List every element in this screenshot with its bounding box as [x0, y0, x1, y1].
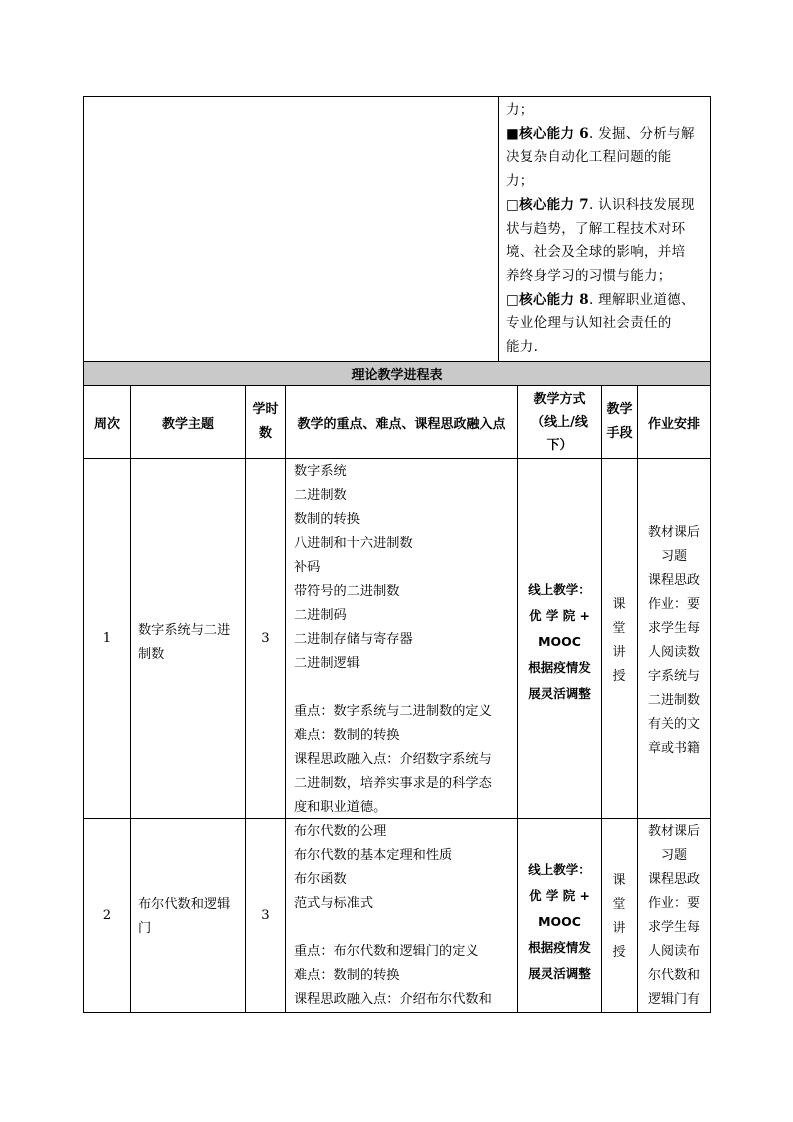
row-2-topic: 布尔代数和逻辑 门	[138, 897, 231, 936]
ability-block	[506, 99, 706, 360]
row-2-homework: 教材课后 习题 课程思政 作业：要 求学生每 人阅读布 尔代数和 逻辑门有	[647, 824, 700, 1007]
ability-line: □核心能力 8. 理解职业道德、	[506, 291, 695, 308]
row-1-teaching-means: 课 堂 讲 授	[612, 597, 626, 684]
header-topic: 教学主题	[161, 416, 214, 432]
row-2-hours: 3	[261, 907, 270, 923]
header-teaching-mode: 教学方式 （线上/线 下）	[531, 391, 588, 453]
header-row-bottom	[83, 458, 711, 459]
table-border-top	[83, 96, 711, 97]
ability-line: ■核心能力 6. 发掘、分析与解	[506, 125, 695, 142]
row-1-week: 1	[102, 630, 112, 646]
row-2-teaching-mode: 线上教学： 优 学 院 + MOOC 根据疫情发 展灵活调整	[528, 862, 591, 981]
checkbox-empty-icon: □	[506, 291, 520, 308]
header-key-points: 教学的重点、难点、课程思政融入点	[297, 416, 506, 432]
top-block-divider	[498, 96, 499, 361]
row-2-content: 布尔代数的公理 布尔代数的基本定理和性质 布尔函数 范式与标准式 重点：布尔代数和逻辑门的定义 难点：数制的转换 课程思政融入点：介绍布尔代数和	[294, 824, 492, 1007]
col-line-1	[130, 385, 131, 1013]
col-line-3	[285, 385, 286, 1013]
ability-line: 能力.	[506, 339, 539, 356]
header-teaching-means: 教学 手段	[606, 402, 633, 441]
row-2-teaching-means: 课 堂 讲 授	[612, 873, 626, 960]
checkbox-checked-icon: ■	[506, 125, 520, 142]
header-week: 周次	[93, 416, 120, 432]
ability-line: 专业伦理与认知社会责任的	[506, 315, 672, 332]
table-border-right	[710, 96, 711, 1013]
header-hours: 学时 数	[252, 402, 279, 441]
ability-line: 境、社会及全球的影响，并培	[506, 244, 686, 261]
row-1-hours: 3	[261, 630, 270, 646]
ability-line: 状与趋势，了解工程技术对环	[506, 220, 686, 237]
table-title: 理论教学进程表	[351, 368, 443, 383]
checkbox-empty-icon: □	[506, 196, 520, 213]
row-1-homework: 教材课后 习题 课程思政 作业：要 求学生每 人阅读数 字系统与 二进制数 有关的文 章或书籍	[647, 525, 700, 756]
row-2-week: 2	[102, 907, 112, 923]
ability-line: 决复杂自动化工程问题的能	[506, 149, 672, 166]
table-border-bottom	[83, 1012, 711, 1013]
ability-line: 养终身学习的习惯与能力；	[506, 267, 672, 284]
ability-line: 力；	[506, 102, 534, 118]
row-1-content: 数字系统 二进制数 数制的转换 八进制和十六进制数 补码 带符号的二进制数 二进制码 二进制存储与寄存器 二进制逻辑 重点：数字系统与二进制数的定义 难点：数制的转换 课程思政融入点：介绍数字系统与 二进制数，培养实事求是的科学态 度和职业道德。	[294, 464, 492, 815]
table-title-band	[84, 362, 710, 385]
row-1-topic: 数字系统与二进 制数	[138, 623, 231, 662]
ability-line: 力；	[506, 173, 534, 190]
row-1-teaching-mode: 线上教学： 优 学 院 + MOOC 根据疫情发 展灵活调整	[528, 582, 591, 701]
ability-line: □核心能力 7. 认识科技发展现	[506, 196, 695, 213]
header-homework: 作业安排	[647, 416, 700, 432]
col-line-5	[601, 385, 602, 1013]
